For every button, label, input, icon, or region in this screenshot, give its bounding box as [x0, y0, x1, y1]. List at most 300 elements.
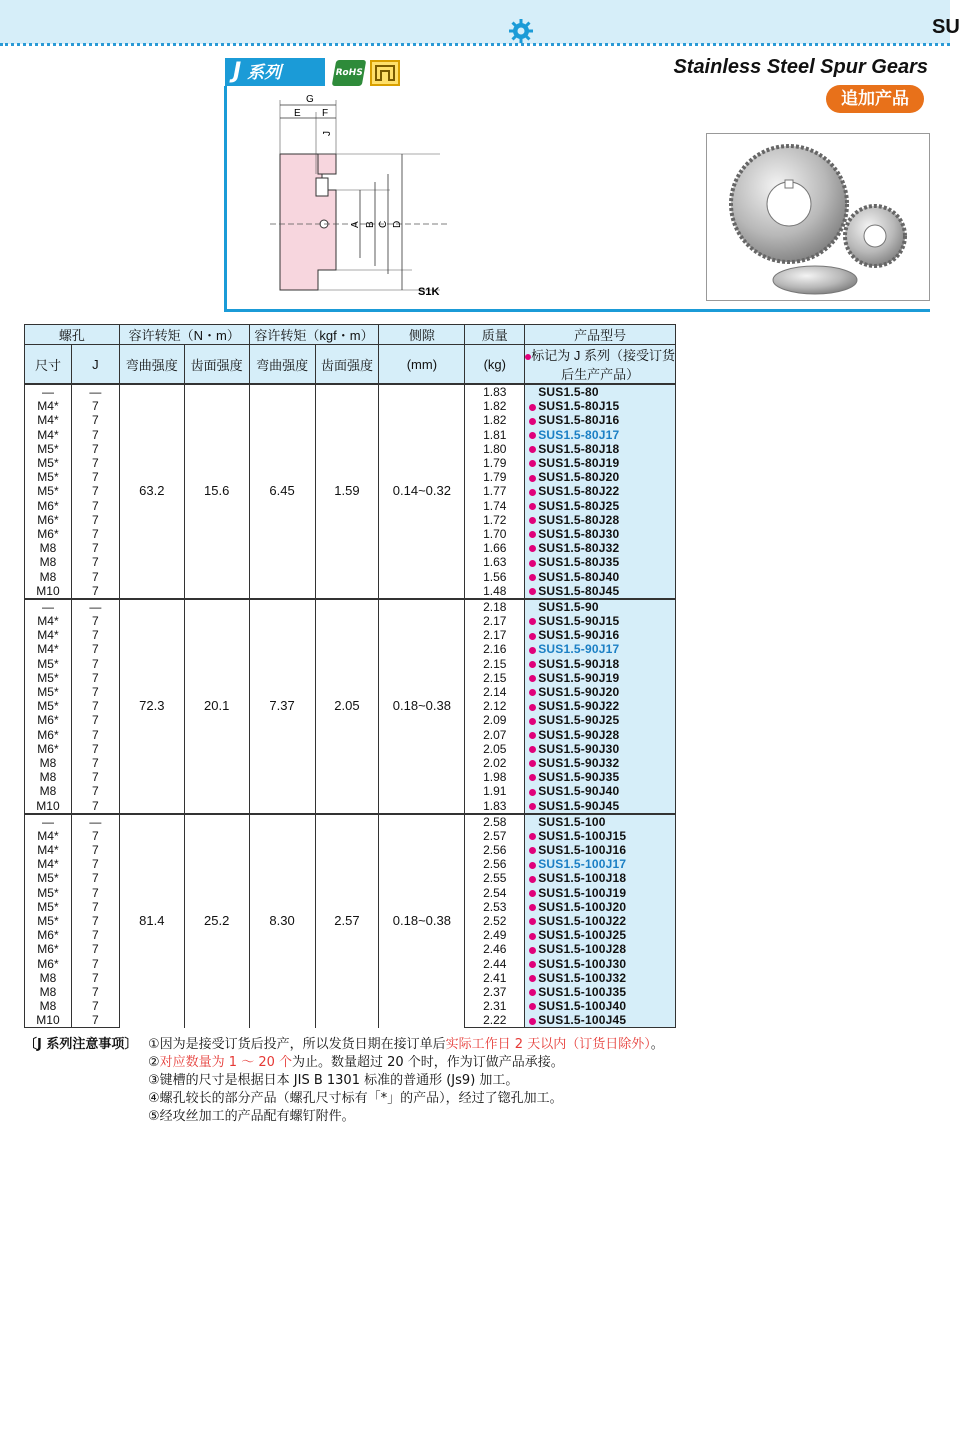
cell-size: M5*	[25, 442, 72, 456]
cell-size: M4*	[25, 829, 72, 843]
model-number: SUS1.5-90	[538, 599, 599, 614]
model-number: SUS1.5-80J18	[538, 441, 620, 456]
bullet-dot-icon	[529, 918, 536, 925]
cell-model	[525, 742, 676, 756]
col-surface-nm: 齿面强度	[184, 345, 249, 385]
cell-mass: 1.77	[465, 484, 525, 498]
model-number: SUS1.5-80J30	[538, 526, 620, 541]
cell-model	[525, 886, 676, 900]
cell-mass: 2.56	[465, 857, 525, 871]
col-backlash-unit: (mm)	[379, 345, 465, 385]
cell-mass: 1.79	[465, 470, 525, 484]
bullet-dot-icon	[529, 675, 536, 682]
cell-model	[525, 829, 676, 843]
cell-size: M6*	[25, 742, 72, 756]
cell-mass: 2.46	[465, 942, 525, 956]
cell-surface-kgf: 2.05	[315, 599, 379, 814]
bullet-dot-icon	[529, 633, 536, 640]
note-item	[148, 1036, 728, 1054]
model-number: SUS1.5-100J32	[538, 970, 627, 985]
model-number: SUS1.5-80J19	[538, 456, 620, 471]
cell-model	[525, 470, 676, 484]
model-number: SUS1.5-90J18	[538, 656, 620, 671]
bullet-dot-icon	[529, 833, 536, 840]
cell-model	[525, 914, 676, 928]
cell-model	[525, 942, 676, 956]
cell-backlash: 0.18~0.38	[379, 599, 465, 814]
cell-model	[525, 756, 676, 770]
bullet-dot-icon	[529, 517, 536, 524]
cell-size: M6*	[25, 527, 72, 541]
bullet-dot-icon	[529, 933, 536, 940]
cell-mass: 1.91	[465, 784, 525, 798]
bullet-dot-icon	[529, 560, 536, 567]
cell-model	[525, 442, 676, 456]
col-model: 产品型号	[525, 325, 676, 345]
bullet-dot-icon	[529, 847, 536, 854]
cell-mass: 2.44	[465, 957, 525, 971]
cell-size: M5*	[25, 456, 72, 470]
cell-bending-kgf: 6.45	[249, 384, 315, 599]
cell-size: M8	[25, 569, 72, 583]
cell-mass: 2.15	[465, 657, 525, 671]
bullet-dot-icon	[529, 618, 536, 625]
model-number: SUS1.5-100J35	[538, 984, 627, 999]
bullet-dot-icon	[529, 503, 536, 510]
cell-j: 7	[71, 584, 119, 599]
col-size: 尺寸	[25, 345, 72, 385]
model-number: SUS1.5-90J19	[538, 670, 620, 685]
cell-mass: 1.83	[465, 798, 525, 813]
series-letter: J	[233, 59, 242, 84]
cell-model	[525, 900, 676, 914]
cell-j: 7	[71, 569, 119, 583]
cell-mass: 2.14	[465, 685, 525, 699]
model-number: SUS1.5-90J40	[538, 784, 620, 799]
cell-mass: 1.79	[465, 456, 525, 470]
bullet-dot-icon	[529, 704, 536, 711]
cell-mass: 1.80	[465, 442, 525, 456]
cell-backlash: 0.14~0.32	[379, 384, 465, 599]
model-number: SUS1.5-80	[538, 385, 599, 400]
cell-bending-nm: 81.4	[119, 814, 184, 1028]
cell-j: 7	[71, 971, 119, 985]
cell-mass: 2.17	[465, 614, 525, 628]
cell-j: 7	[71, 756, 119, 770]
cell-j: 7	[71, 628, 119, 642]
model-number: SUS1.5-90J15	[538, 614, 620, 629]
col-backlash: 侧隙	[379, 325, 465, 345]
cell-mass: 2.53	[465, 900, 525, 914]
col-mass: 质量	[465, 325, 525, 345]
note-text: 为止。数量超过 20 个时，作为订做产品承接。	[292, 1055, 564, 1070]
cell-j: 7	[71, 1013, 119, 1028]
product-photo	[706, 133, 930, 301]
col-surface-kgf: 齿面强度	[315, 345, 379, 385]
cell-model	[525, 628, 676, 642]
model-number: SUS1.5-90J25	[538, 713, 620, 728]
model-number: SUS1.5-100	[538, 814, 606, 829]
dim-f-label: F	[322, 108, 329, 119]
cell-size: M5*	[25, 484, 72, 498]
note-text: ⑤经攻丝加工的产品配有螺钉附件。	[148, 1109, 355, 1124]
model-number: SUS1.5-80J17	[538, 427, 620, 442]
cell-size: M6*	[25, 728, 72, 742]
cell-j: 7	[71, 999, 119, 1013]
cell-model	[525, 798, 676, 813]
cell-size: M10	[25, 798, 72, 813]
model-number: SUS1.5-80J32	[538, 541, 620, 556]
cell-j: 7	[71, 671, 119, 685]
cell-j: 7	[71, 499, 119, 513]
note-highlight: 实际工作日 2 天以内（订货日除外）	[445, 1037, 651, 1052]
product-title: Stainless Steel Spur Gears	[673, 56, 928, 78]
cell-bending-nm: 63.2	[119, 384, 184, 599]
cell-j: 7	[71, 843, 119, 857]
cell-backlash: 0.18~0.38	[379, 814, 465, 1028]
bullet-dot-icon	[529, 1018, 536, 1025]
bullet-dot-icon	[529, 432, 536, 439]
bullet-dot-icon	[529, 689, 536, 696]
cell-bending-kgf: 8.30	[249, 814, 315, 1028]
bullet-dot-icon	[529, 531, 536, 538]
cell-mass: 2.12	[465, 699, 525, 713]
cell-bending-nm: 72.3	[119, 599, 184, 814]
note-highlight: 对应数量为 1 ～ 20 个	[159, 1055, 292, 1070]
cell-model	[525, 999, 676, 1013]
cell-model	[525, 971, 676, 985]
series-label: 系列	[247, 63, 282, 83]
cell-j: 7	[71, 685, 119, 699]
cell-j: 7	[71, 428, 119, 442]
cell-j: 7	[71, 642, 119, 656]
cell-mass: 2.52	[465, 914, 525, 928]
cell-mass: 1.72	[465, 513, 525, 527]
note-text: 。	[650, 1037, 664, 1052]
cell-j: 7	[71, 957, 119, 971]
cell-mass: 1.82	[465, 413, 525, 427]
cell-size: M4*	[25, 614, 72, 628]
cell-model	[525, 957, 676, 971]
cell-model	[525, 541, 676, 555]
cell-surface-nm: 20.1	[184, 599, 249, 814]
cell-bending-kgf: 7.37	[249, 599, 315, 814]
series-tag	[225, 58, 325, 86]
cell-surface-kgf: 2.57	[315, 814, 379, 1028]
cell-size: M6*	[25, 928, 72, 942]
dim-g-label: G	[306, 94, 314, 105]
cell-size: M8	[25, 541, 72, 555]
cell-j: 7	[71, 527, 119, 541]
cell-mass: 2.31	[465, 999, 525, 1013]
cell-j: 7	[71, 614, 119, 628]
cell-size: M4*	[25, 413, 72, 427]
model-number: SUS1.5-90J35	[538, 770, 620, 785]
cell-mass: 1.98	[465, 770, 525, 784]
model-number: SUS1.5-90J16	[538, 628, 620, 643]
cell-j: —	[71, 599, 119, 614]
bullet-dot-icon	[529, 574, 536, 581]
col-bending-kgf: 弯曲强度	[249, 345, 315, 385]
cell-size: M5*	[25, 470, 72, 484]
cell-model	[525, 584, 676, 599]
cell-model	[525, 843, 676, 857]
cell-j: 7	[71, 728, 119, 742]
cell-j: 7	[71, 456, 119, 470]
bullet-dot-icon	[529, 961, 536, 968]
cell-mass: 2.37	[465, 985, 525, 999]
cell-size: M5*	[25, 886, 72, 900]
cell-size: M4*	[25, 857, 72, 871]
cell-size: M6*	[25, 942, 72, 956]
bullet-dot-icon	[529, 475, 536, 482]
cell-mass: 2.56	[465, 843, 525, 857]
cell-model	[525, 728, 676, 742]
cell-mass: 2.02	[465, 756, 525, 770]
dim-b-label: B	[365, 221, 376, 228]
cell-model	[525, 555, 676, 569]
note-text: ④螺孔较长的部分产品（螺孔尺寸标有「*」的产品），经过了锪孔加工。	[148, 1091, 563, 1106]
cell-size: M8	[25, 985, 72, 999]
cell-mass: 1.66	[465, 541, 525, 555]
bullet-dot-icon	[529, 789, 536, 796]
cell-j: 7	[71, 770, 119, 784]
bullet-dot-icon	[529, 989, 536, 996]
model-number: SUS1.5-80J40	[538, 569, 620, 584]
table-row	[25, 814, 676, 829]
top-banner-divider	[0, 43, 950, 46]
cell-size: —	[25, 599, 72, 614]
cell-j: 7	[71, 413, 119, 427]
cell-size: M5*	[25, 699, 72, 713]
cell-mass: 1.74	[465, 499, 525, 513]
rohs-icon: RoHS	[332, 60, 367, 86]
cell-j: 7	[71, 871, 119, 885]
cell-model	[525, 569, 676, 583]
bullet-dot-icon	[529, 803, 536, 810]
bullet-dot-icon	[529, 446, 536, 453]
bullet-dot-icon	[529, 862, 536, 869]
cell-mass: 2.18	[465, 599, 525, 614]
model-number: SUS1.5-100J28	[538, 942, 627, 957]
cell-mass: 1.70	[465, 527, 525, 541]
cell-mass: 1.63	[465, 555, 525, 569]
bullet-dot-icon	[529, 732, 536, 739]
cell-size: M6*	[25, 513, 72, 527]
cell-size: M8	[25, 784, 72, 798]
cell-mass: 2.22	[465, 1013, 525, 1028]
cell-model	[525, 614, 676, 628]
cell-size: M6*	[25, 957, 72, 971]
cell-size: M4*	[25, 628, 72, 642]
top-banner	[0, 0, 950, 44]
cell-j: —	[71, 814, 119, 829]
cell-model	[525, 871, 676, 885]
bullet-dot-icon	[529, 460, 536, 467]
cell-surface-kgf: 1.59	[315, 384, 379, 599]
cell-j: 7	[71, 713, 119, 727]
notes-label: 〔J 系列注意事项〕	[24, 1037, 138, 1052]
cell-size: M5*	[25, 657, 72, 671]
cell-size: M8	[25, 971, 72, 985]
bullet-dot-icon	[529, 746, 536, 753]
cell-model	[525, 685, 676, 699]
dim-j-label: J	[322, 131, 333, 136]
cell-j: —	[71, 384, 119, 399]
model-number: SUS1.5-100J22	[538, 914, 627, 929]
type-label: S1K	[418, 286, 440, 298]
cell-model	[525, 814, 676, 829]
cell-size: M5*	[25, 871, 72, 885]
new-product-badge: 追加产品	[826, 85, 924, 113]
cell-j: 7	[71, 784, 119, 798]
bullet-dot-icon	[529, 661, 536, 668]
col-bending-nm: 弯曲强度	[119, 345, 184, 385]
model-number: SUS1.5-80J28	[538, 512, 620, 527]
table-row	[25, 384, 676, 399]
model-number: SUS1.5-90J20	[538, 685, 620, 700]
cell-model	[525, 642, 676, 656]
cell-mass: 2.15	[465, 671, 525, 685]
cell-j: 7	[71, 857, 119, 871]
cell-size: M6*	[25, 499, 72, 513]
cell-mass: 2.05	[465, 742, 525, 756]
bullet-dot-icon	[529, 588, 536, 595]
cell-model	[525, 985, 676, 999]
col-j: J	[71, 345, 119, 385]
model-number: SUS1.5-80J16	[538, 413, 620, 428]
col-mass-unit: (kg)	[465, 345, 525, 385]
cell-size: M5*	[25, 900, 72, 914]
cell-size: M8	[25, 999, 72, 1013]
cell-model	[525, 857, 676, 871]
cell-mass: 2.54	[465, 886, 525, 900]
model-number: SUS1.5-100J18	[538, 871, 627, 886]
col-group-torque-nm: 容许转矩（N・m）	[119, 325, 249, 345]
cell-model	[525, 527, 676, 541]
cell-mass: 1.48	[465, 584, 525, 599]
cell-size: M10	[25, 584, 72, 599]
cell-j: 7	[71, 928, 119, 942]
model-number: SUS1.5-80J45	[538, 583, 620, 598]
note-text: ③键槽的尺寸是根据日本 JIS B 1301 标准的普通形 (Js9) 加工。	[148, 1073, 519, 1088]
model-number: SUS1.5-80J25	[538, 498, 620, 513]
bullet-dot-icon	[529, 876, 536, 883]
table-row	[25, 599, 676, 614]
cell-model	[525, 399, 676, 413]
cell-mass: 2.17	[465, 628, 525, 642]
note-text: ①因为是接受订货后投产，所以发货日期在接订单后	[148, 1037, 446, 1052]
cell-j: 7	[71, 555, 119, 569]
cell-size: M4*	[25, 399, 72, 413]
model-number: SUS1.5-90J32	[538, 755, 620, 770]
cell-model	[525, 456, 676, 470]
model-number: SUS1.5-90J17	[538, 642, 620, 657]
cell-j: 7	[71, 900, 119, 914]
cell-j: 7	[71, 798, 119, 813]
cell-j: 7	[71, 699, 119, 713]
cell-size: M4*	[25, 843, 72, 857]
dim-e-label: E	[294, 108, 301, 119]
cell-mass: 2.09	[465, 713, 525, 727]
cell-mass: 2.55	[465, 871, 525, 885]
cell-j: 7	[71, 886, 119, 900]
cell-mass: 2.16	[465, 642, 525, 656]
cell-mass: 1.56	[465, 569, 525, 583]
bullet-dot-icon	[529, 404, 536, 411]
cell-j: 7	[71, 399, 119, 413]
model-number: SUS1.5-100J45	[538, 1013, 627, 1028]
cell-j: 7	[71, 657, 119, 671]
model-number: SUS1.5-90J22	[538, 699, 620, 714]
cell-model	[525, 499, 676, 513]
dim-c-label: C	[378, 220, 389, 228]
dim-a-label: A	[350, 221, 361, 228]
col-group-tap: 螺孔	[25, 325, 120, 345]
cell-j: 7	[71, 942, 119, 956]
section-code: SU	[932, 16, 960, 38]
bullet-dot-icon	[529, 647, 536, 654]
bullet-dot-icon	[529, 718, 536, 725]
cell-mass: 1.83	[465, 384, 525, 399]
cell-model	[525, 384, 676, 399]
gear-dimension-diagram	[240, 90, 460, 300]
model-number: SUS1.5-90J30	[538, 741, 620, 756]
model-number: SUS1.5-100J15	[538, 828, 627, 843]
cell-j: 7	[71, 541, 119, 555]
bullet-dot-icon	[529, 947, 536, 954]
cell-size: M4*	[25, 642, 72, 656]
cell-mass: 2.57	[465, 829, 525, 843]
cell-model	[525, 671, 676, 685]
cell-surface-nm: 15.6	[184, 384, 249, 599]
bullet-dot-icon	[529, 489, 536, 496]
cell-size: M8	[25, 770, 72, 784]
bullet-dot-icon	[529, 774, 536, 781]
model-number: SUS1.5-100J19	[538, 885, 627, 900]
model-number: SUS1.5-80J15	[538, 399, 620, 414]
note-item	[148, 1090, 728, 1108]
cell-model	[525, 784, 676, 798]
cell-model	[525, 713, 676, 727]
cell-j: 7	[71, 742, 119, 756]
model-note: 标记为 J 系列（接受订货后生产产品）	[525, 345, 676, 385]
cell-j: 7	[71, 829, 119, 843]
cell-size: M5*	[25, 914, 72, 928]
bullet-dot-icon	[529, 1003, 536, 1010]
cell-model	[525, 428, 676, 442]
notes-list	[148, 1036, 728, 1126]
cell-size: M4*	[25, 428, 72, 442]
model-number: SUS1.5-100J17	[538, 857, 627, 872]
cell-mass: 2.58	[465, 814, 525, 829]
cell-model	[525, 928, 676, 942]
model-number: SUS1.5-100J30	[538, 956, 627, 971]
cell-size: M10	[25, 1013, 72, 1028]
model-number: SUS1.5-90J28	[538, 727, 620, 742]
cell-model	[525, 657, 676, 671]
model-number: SUS1.5-80J20	[538, 470, 620, 485]
cell-size: M5*	[25, 671, 72, 685]
bullet-dot-icon	[529, 890, 536, 897]
cell-mass: 2.49	[465, 928, 525, 942]
keyway-icon	[370, 60, 400, 86]
model-number: SUS1.5-90J45	[538, 798, 620, 813]
cell-j: 7	[71, 442, 119, 456]
cell-model	[525, 513, 676, 527]
bullet-dot-icon	[529, 760, 536, 767]
model-number: SUS1.5-100J40	[538, 999, 627, 1014]
